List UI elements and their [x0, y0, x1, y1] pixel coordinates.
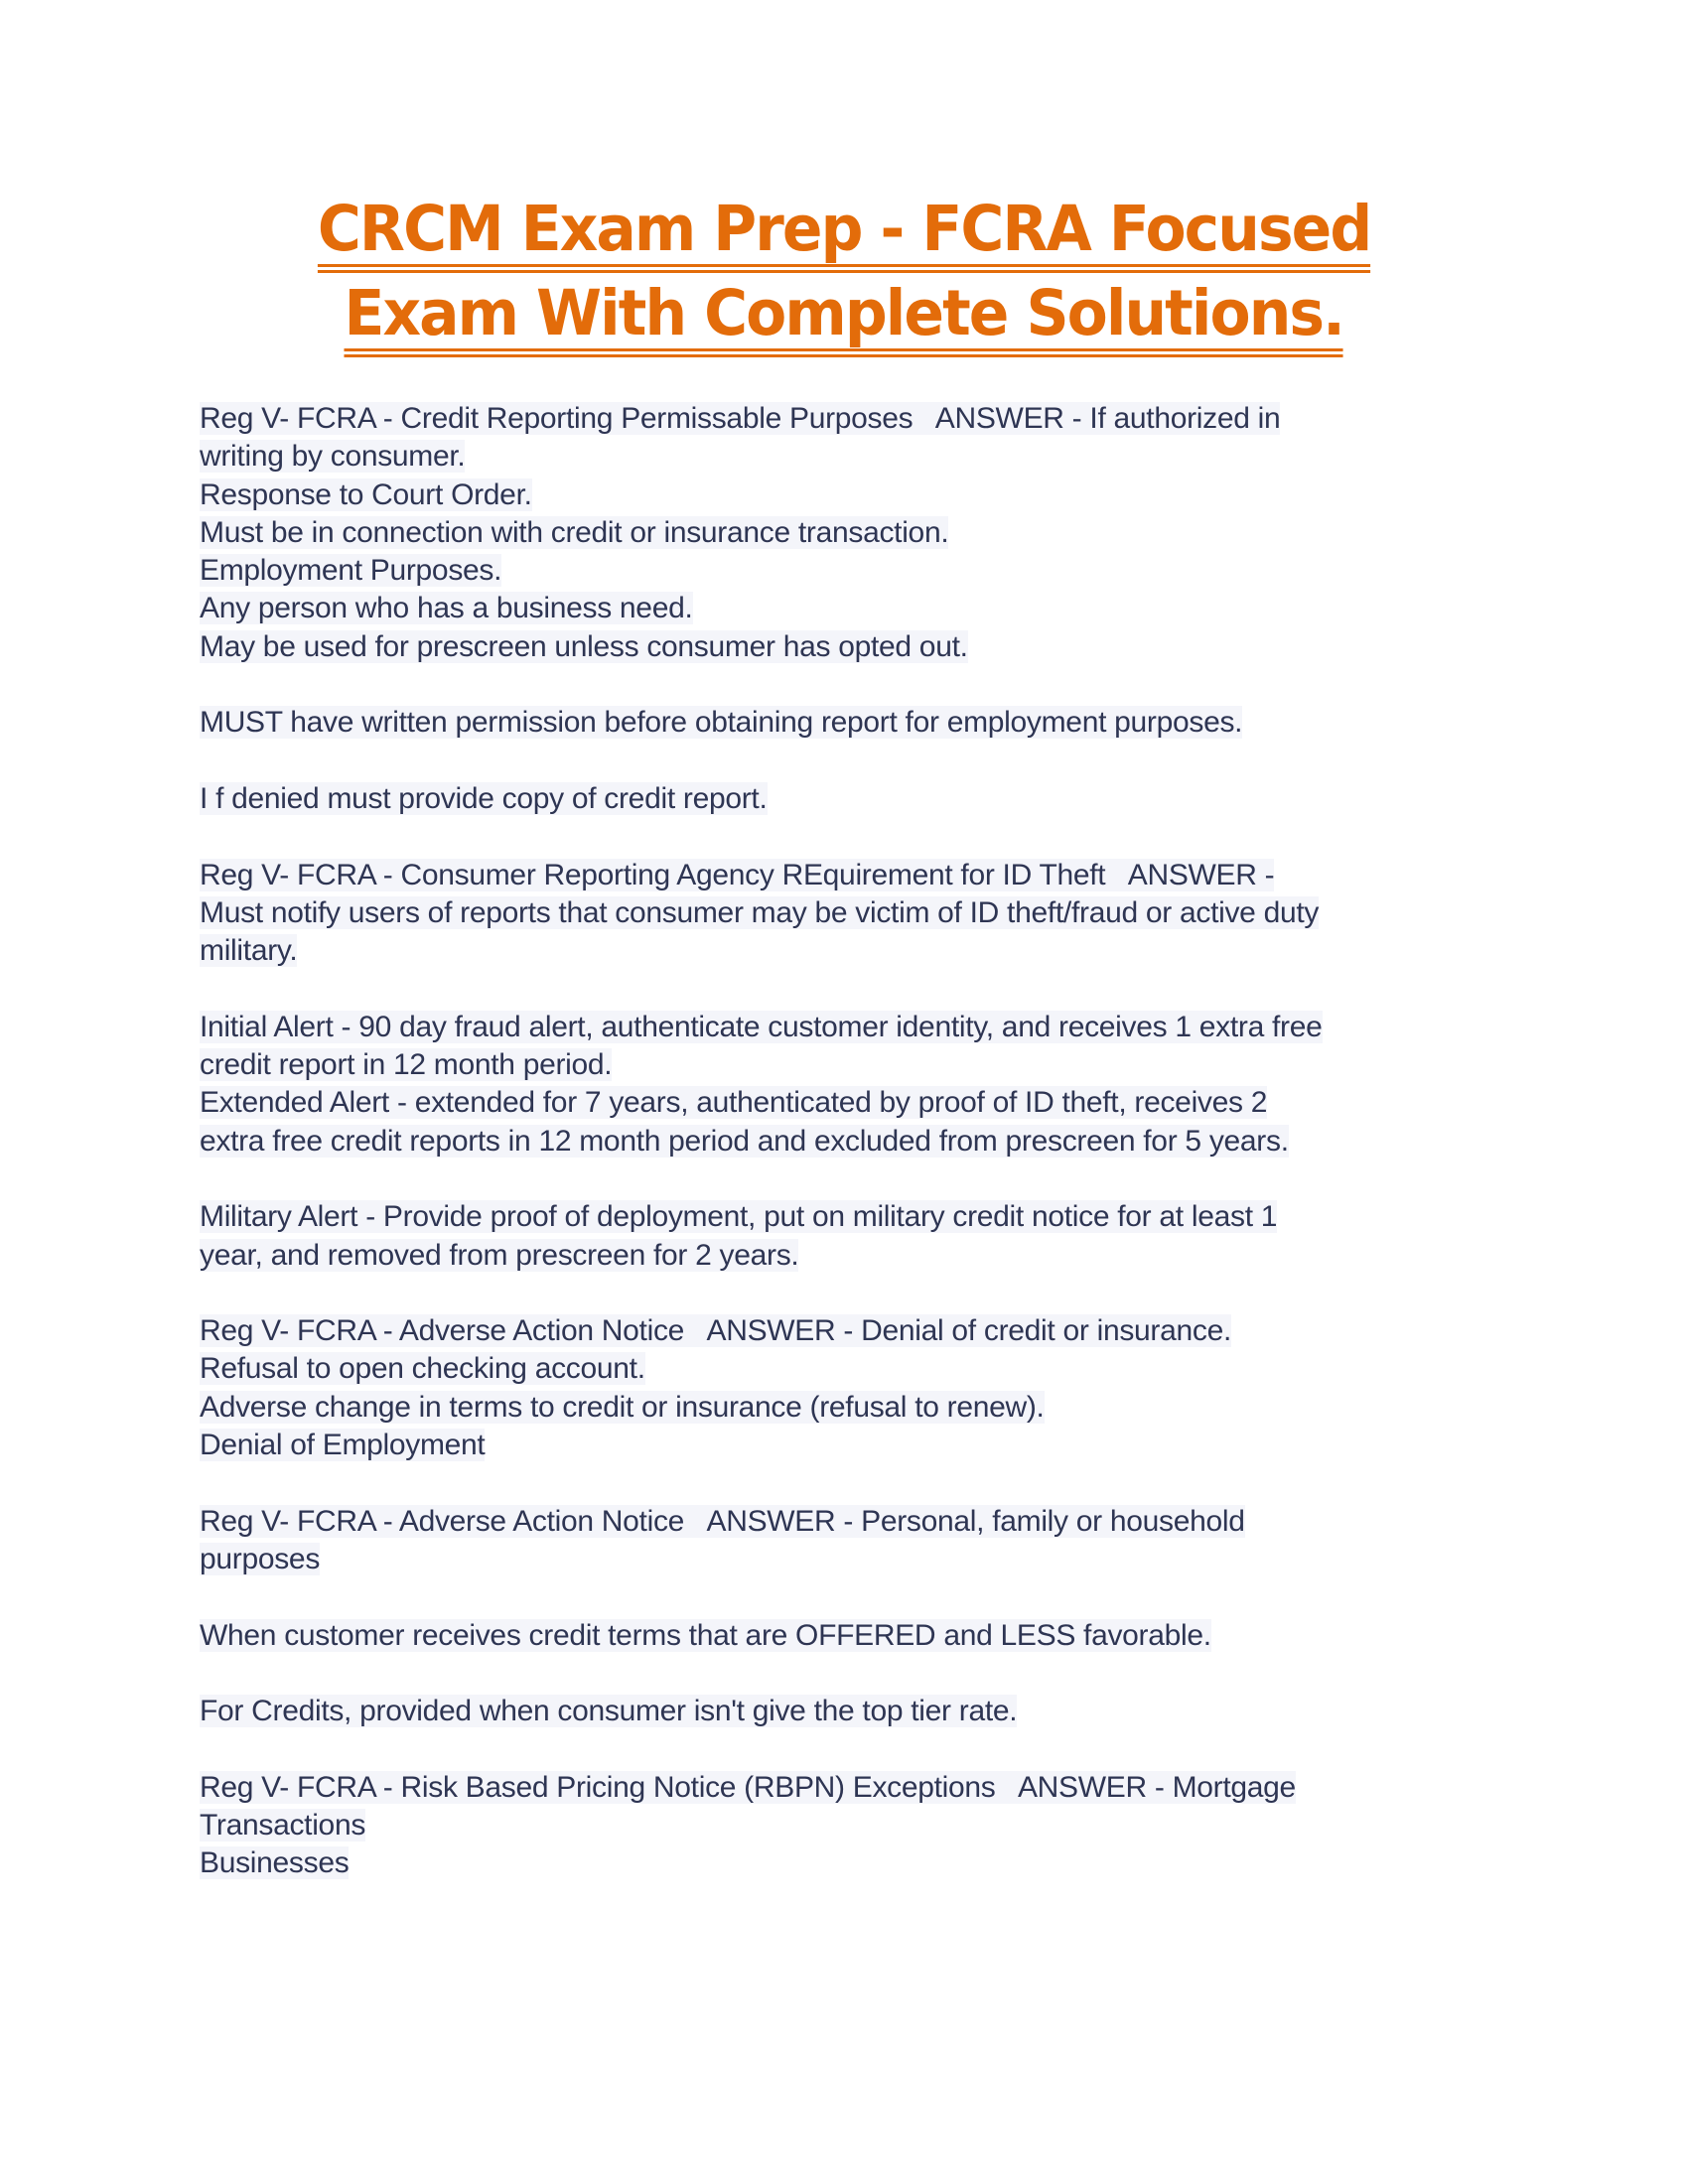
paragraph-rbpn-exceptions	[200, 1769, 1490, 1883]
text-line: Reg V- FCRA - Credit Reporting Permissable Purposes ANSWER - If authorized in	[200, 402, 1281, 435]
paragraph-adverse-action-2	[200, 1503, 1490, 1579]
text-line: credit report in 12 month period.	[200, 1048, 613, 1082]
text-line: Must be in connection with credit or insurance transaction.	[200, 515, 949, 549]
document-title	[199, 193, 1489, 365]
text-line: Response to Court Order.	[200, 478, 532, 511]
text-line: When customer receives credit terms that are OFFERED and LESS favorable.	[200, 1618, 1211, 1652]
text-line: Transactions	[200, 1808, 366, 1842]
text-line: Reg V- FCRA - Adverse Action Notice ANSWER - Denial of credit or insurance.	[200, 1314, 1231, 1348]
text-line: Adverse change in terms to credit or insurance (refusal to renew).	[200, 1390, 1045, 1424]
text-line: May be used for prescreen unless consumer has opted out.	[200, 629, 968, 663]
text-line: Initial Alert - 90 day fraud alert, authenticate customer identity, and receives 1 extra free	[200, 1010, 1323, 1043]
text-line: Denial of Employment	[200, 1429, 486, 1462]
text-line: Reg V- FCRA - Consumer Reporting Agency REquirement for ID Theft ANSWER -	[200, 858, 1275, 891]
text-line: writing by consumer.	[200, 440, 466, 474]
text-line: Reg V- FCRA - Risk Based Pricing Notice (RBPN) Exceptions ANSWER - Mortgage	[200, 1770, 1296, 1804]
text-line: Extended Alert - extended for 7 years, authenticated by proof of ID theft, receives 2	[200, 1086, 1268, 1120]
text-line: Any person who has a business need.	[200, 592, 693, 625]
text-line: MUST have written permission before obtaining report for employment purposes.	[200, 706, 1243, 740]
text-line: I f denied must provide copy of credit report.	[200, 781, 768, 815]
paragraph-written-permission	[200, 704, 1490, 742]
text-line: Businesses	[200, 1846, 350, 1880]
paragraph-id-theft-requirement	[200, 857, 1490, 971]
paragraph-if-denied	[200, 780, 1490, 818]
paragraph-military-alert	[200, 1198, 1490, 1275]
text-line: For Credits, provided when consumer isn't give the top tier rate.	[200, 1695, 1018, 1728]
title-line-2: Exam With Complete Solutions.	[344, 277, 1344, 349]
title-line-1: CRCM Exam Prep - FCRA Focused	[317, 193, 1371, 265]
paragraph-adverse-action-1	[200, 1312, 1490, 1464]
text-line: Refusal to open checking account.	[200, 1352, 645, 1386]
text-line: purposes	[200, 1542, 321, 1575]
document-body	[200, 400, 1490, 1921]
text-line: year, and removed from prescreen for 2 years.	[200, 1238, 799, 1272]
text-line: extra free credit reports in 12 month period and excluded from prescreen for 5 years.	[200, 1124, 1289, 1158]
paragraph-offered-less-favorable	[200, 1617, 1490, 1655]
text-line: military.	[200, 934, 298, 968]
paragraph-for-credits	[200, 1693, 1490, 1730]
text-line: Employment Purposes.	[200, 554, 502, 588]
text-line: Reg V- FCRA - Adverse Action Notice ANSWER - Personal, family or household	[200, 1504, 1245, 1538]
text-line: Must notify users of reports that consumer may be victim of ID theft/fraud or active duty	[200, 895, 1320, 929]
paragraph-permissible-purposes	[200, 400, 1490, 666]
paragraph-fraud-alerts	[200, 1009, 1490, 1160]
text-line: Military Alert - Provide proof of deployment, put on military credit notice for at least 1	[200, 1200, 1278, 1234]
